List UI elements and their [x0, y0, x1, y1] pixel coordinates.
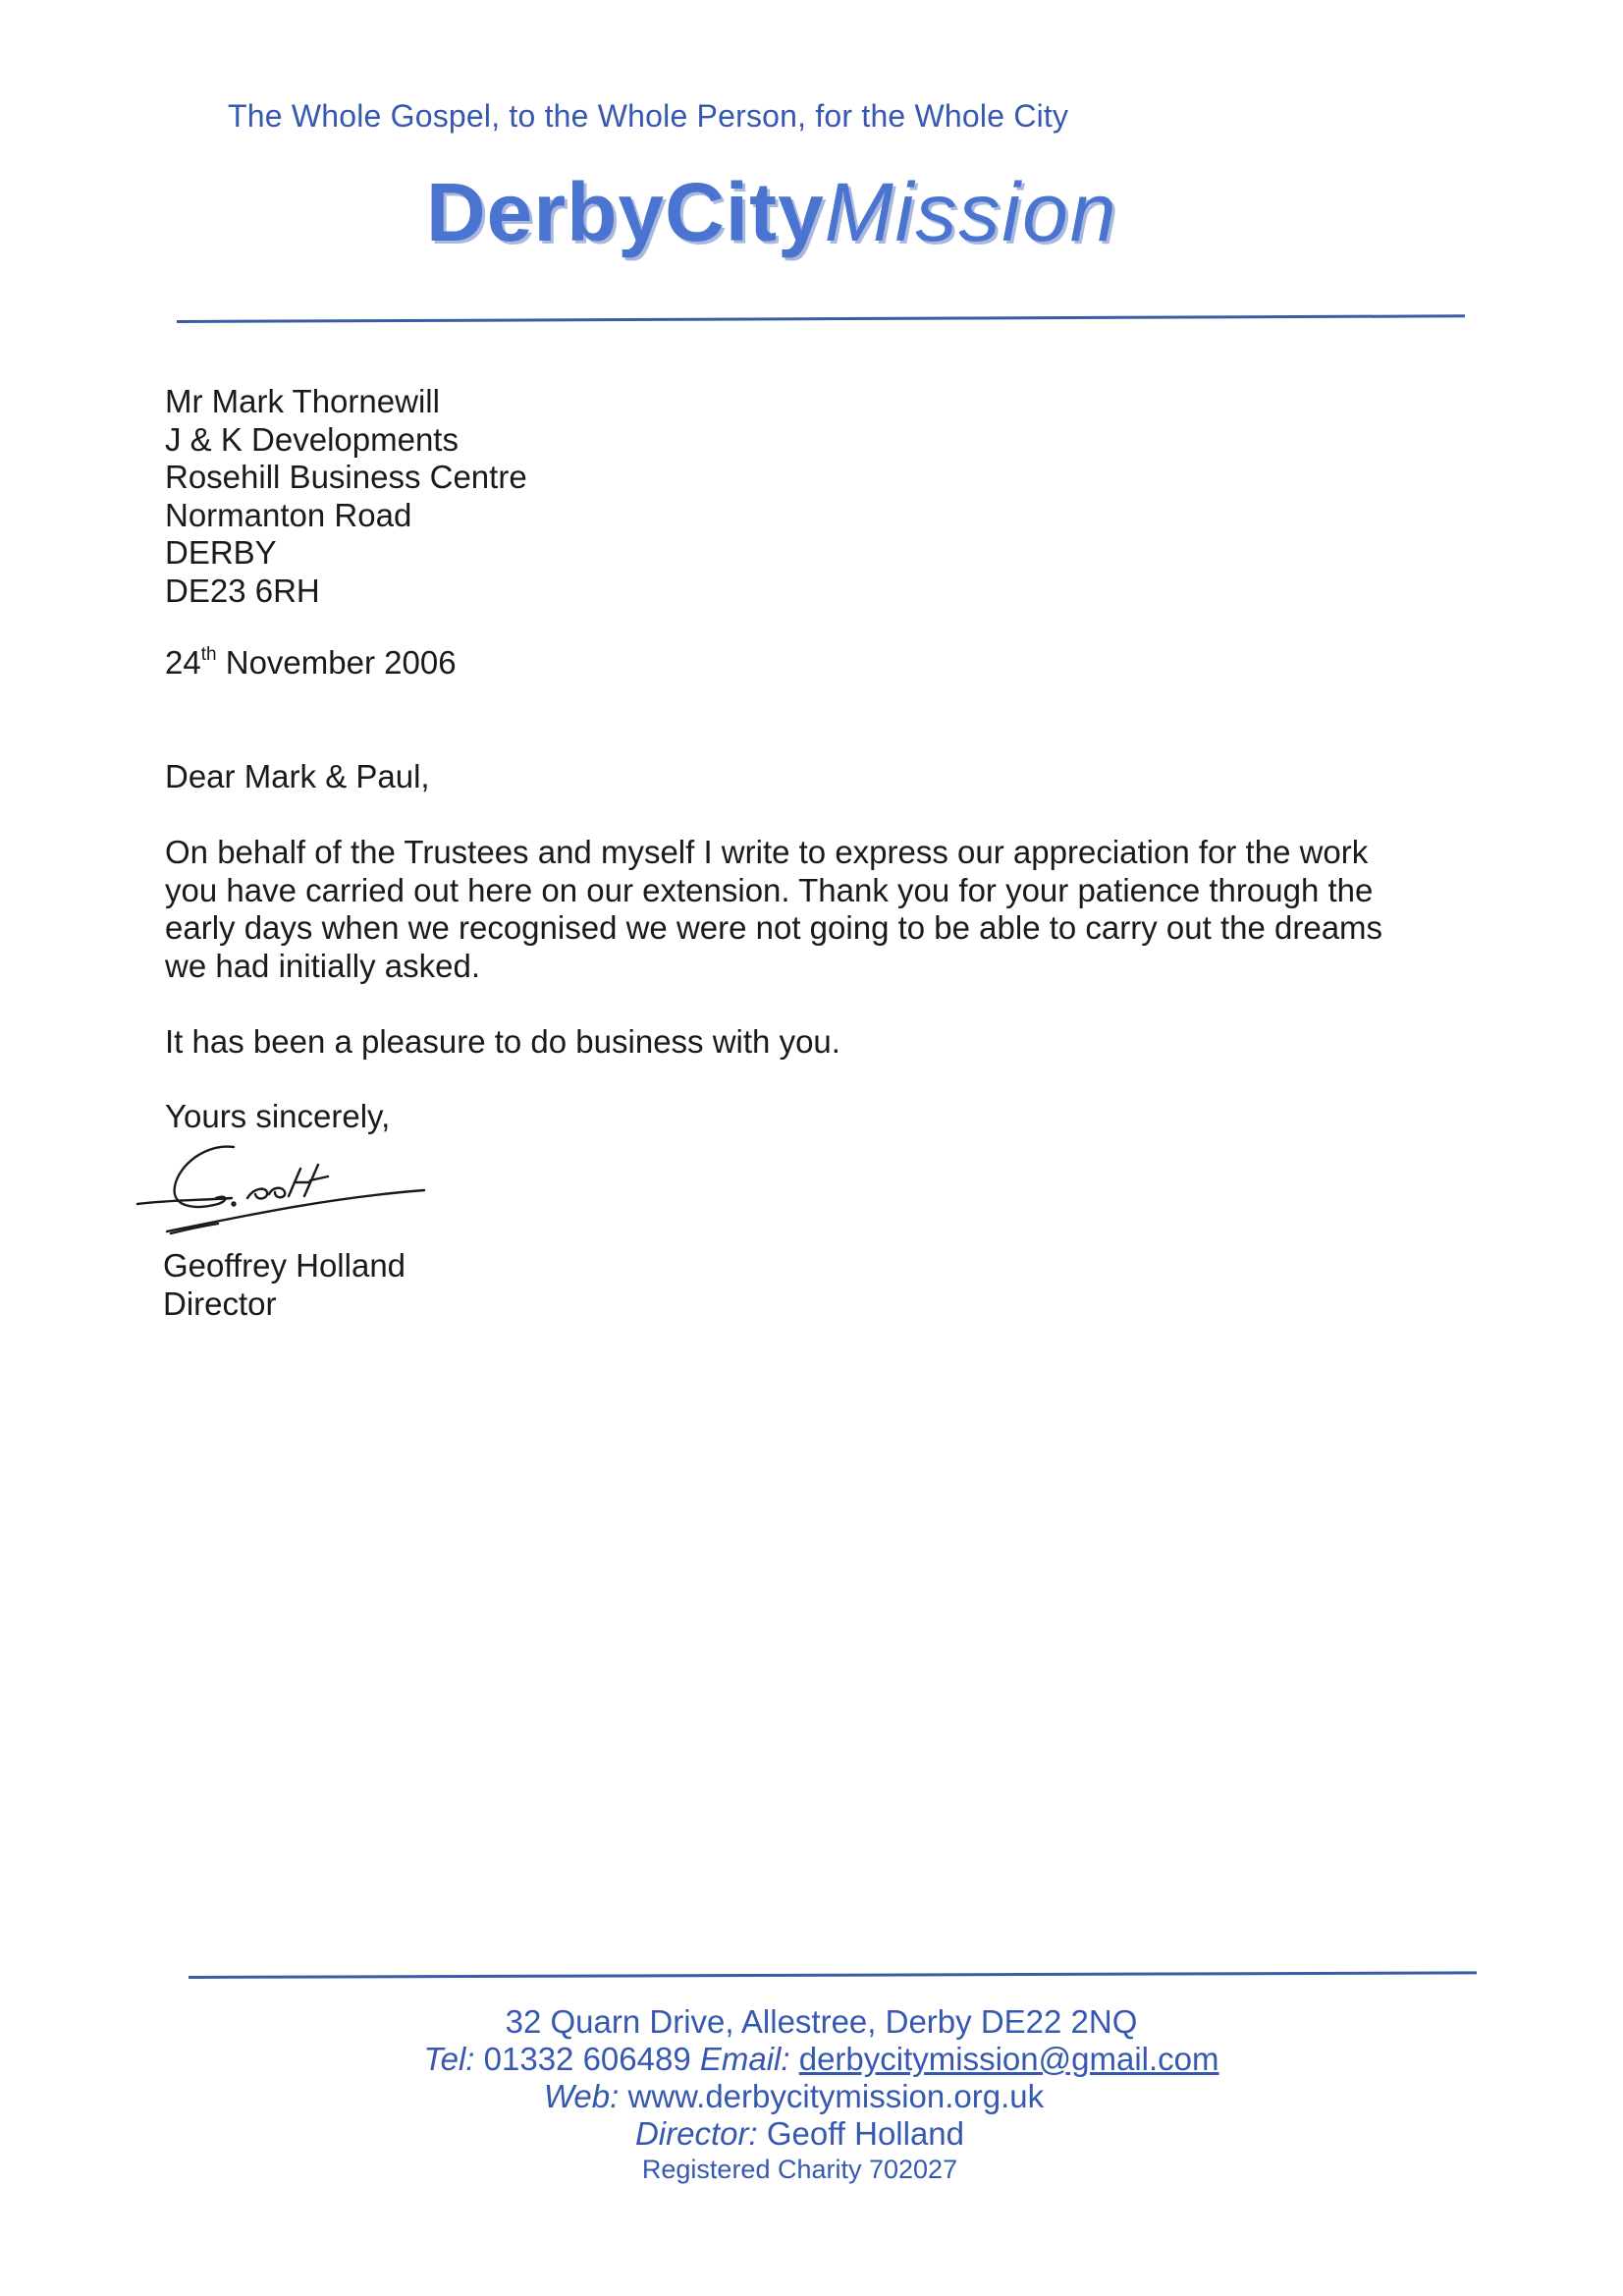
footer-charity: Registered Charity 702027	[641, 2155, 958, 2184]
date-day: 24	[165, 644, 201, 681]
director-label: Director:	[634, 2115, 758, 2152]
footer-contact	[10, 2041, 1623, 2078]
address-line: J & K Developments	[165, 420, 459, 458]
tel-number: 01332 606489	[474, 2041, 700, 2077]
web-label: Web:	[543, 2078, 620, 2114]
complimentary-close: Yours sincerely,	[165, 1098, 391, 1134]
letter-date	[165, 644, 457, 683]
signer-name: Geoffrey Holland	[163, 1247, 406, 1284]
paragraph-line: we had initially asked.	[165, 947, 481, 984]
salutation: Dear Mark & Paul,	[165, 758, 430, 794]
date-rest: November 2006	[216, 644, 457, 681]
address-line: Normanton Road	[165, 496, 412, 533]
tel-label: Tel:	[423, 2041, 475, 2077]
organization-logo	[426, 165, 1118, 260]
logo-text-mission: Mission	[824, 166, 1118, 258]
signer-block	[163, 1247, 406, 1323]
director-name: Geoff Holland	[757, 2115, 965, 2152]
address-line: Rosehill Business Centre	[165, 459, 527, 495]
paragraph-line: early days when we recognised we were not going to be able to carry out the dreams	[165, 909, 1383, 946]
closing-remark: It has been a pleasure to do business with you.	[165, 1023, 840, 1060]
web-link[interactable]: www.derbycitymission.org.uk	[619, 2078, 1045, 2114]
address-line: DE23 6RH	[165, 572, 320, 609]
signer-title: Director	[163, 1285, 277, 1322]
body-paragraph	[165, 834, 1382, 985]
letterhead-tagline: The Whole Gospel, to the Whole Person, for the Whole City	[228, 98, 1069, 134]
date-suffix: th	[200, 644, 217, 665]
paragraph-line: you have carried out here on our extension. Thank you for your patience through the	[165, 871, 1374, 908]
address-line: DERBY	[165, 534, 277, 571]
email-link[interactable]: derbycitymission@gmail.com	[798, 2041, 1219, 2077]
footer-director	[0, 2115, 1611, 2153]
address-line: Mr Mark Thornewill	[165, 383, 440, 419]
footer-address: 32 Quarn Drive, Allestree, Derby DE22 2NQ	[505, 2003, 1138, 2040]
paragraph-line: On behalf of the Trustees and myself I write to express our appreciation for the work	[165, 834, 1369, 870]
email-label: Email:	[699, 2041, 790, 2077]
logo-text-derbycity: DerbyCity	[426, 166, 825, 258]
header-divider	[177, 314, 1465, 323]
footer-divider	[189, 1971, 1477, 1979]
handwritten-signature	[128, 1129, 442, 1247]
footer-web	[0, 2078, 1605, 2115]
recipient-address	[165, 383, 527, 610]
